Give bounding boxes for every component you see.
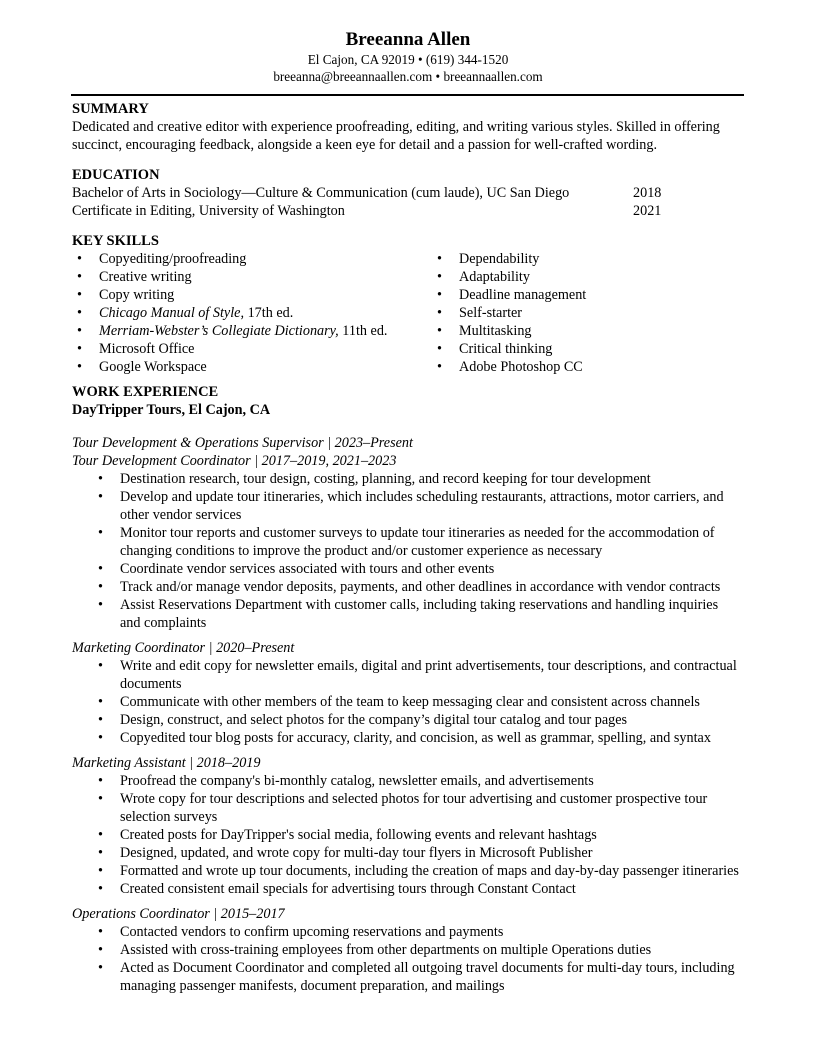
skill-item [99,268,459,286]
employer-name: DayTripper Tours, El Cajon, CA [72,402,271,418]
skills-column-left [72,250,459,376]
skill-text: Creative writing [99,269,192,285]
education-year: 2021 [633,203,662,219]
skill-item: • Adaptability [459,268,586,286]
bullet-item: • Coordinate vendor services associated with tours and other events [120,560,740,578]
education-degree: Bachelor of Arts in Sociology—Culture & Communication (cum laude), UC San Diego [72,185,570,201]
bullet-item: • Formatted and wrote up tour documents, including the creation of maps and day-by-day passenger itineraries [120,862,740,880]
skill-text: 17th ed. [244,305,294,321]
summary-heading: SUMMARY [72,101,149,117]
skill-italic-title: Chicago Manual of Style, [99,305,245,321]
role-block [72,754,744,898]
email-website: breeanna@breeannaallen.com • breeannaallen.com [273,69,543,84]
role-title: Tour Development & Operations Supervisor | 2023–Present [72,435,413,451]
bullet-item: • Created posts for DayTripper's social media, following events and relevant hashtags [120,826,740,844]
bullet-item: • Copyedited tour blog posts for accuracy, clarity, and concision, as well as grammar, spelling, and syntax [120,729,740,747]
role-title: Tour Development Coordinator | 2017–2019, 2021–2023 [72,453,397,469]
skill-item: • Multitasking [459,322,586,340]
header-divider [71,94,744,96]
skill-italic-title: Merriam-Webster’s Collegiate Dictionary, [99,323,339,339]
skill-item: • Self-starter [459,304,586,322]
bullet-item: • Proofread the company's bi-monthly catalog, newsletter emails, and advertisements [120,772,740,790]
education-item [72,202,744,220]
bullet-item: • Wrote copy for tour descriptions and selected photos for tour advertising and customer prospective tour selection surveys [120,790,740,826]
role-title: Marketing Assistant | 2018–2019 [72,755,261,771]
skill-item [99,304,459,322]
location-phone: El Cajon, CA 92019 • (619) 344-1520 [307,52,509,67]
bullet-item: • Assist Reservations Department with customer calls, including taking reservations and handling inquiries and complaints [120,596,740,632]
skill-text: Copyediting/proofreading [99,251,247,267]
education-degree: Certificate in Editing, University of Washington [72,203,345,219]
summary-text: Dedicated and creative editor with experience proofreading, editing, and writing various styles. Skilled in offering succinct, encouraging feedback, alongside a keen eye for detail and a passion for well-crafted wording. [72,119,720,153]
skill-item: • Deadline management [459,286,586,304]
role-bullets [72,772,740,898]
role-bullets [72,470,740,632]
skill-item [99,286,459,304]
role-title: Operations Coordinator | 2015–2017 [72,906,285,922]
role-block [72,639,744,747]
education-item [72,184,744,202]
bullet-item: • Destination research, tour design, costing, planning, and record keeping for tour development [120,470,740,488]
education-heading: EDUCATION [72,167,160,183]
skill-text: Microsoft Office [99,341,195,357]
skill-item [99,340,459,358]
skill-text: 11th ed. [338,323,388,339]
bullet-item: • Designed, updated, and wrote copy for multi-day tour flyers in Microsoft Publisher [120,844,740,862]
role-bullets [72,657,740,747]
experience-roles [72,434,744,995]
skill-item [99,322,459,340]
education-year: 2018 [633,185,662,201]
candidate-name: Breeanna Allen [345,29,471,50]
bullet-item: • Monitor tour reports and customer surveys to update tour itineraries as needed for the accommodation of changing conditions to improve the product and/or customer experience as necessary [120,524,740,560]
skill-text: Copy writing [99,287,175,303]
skill-item: • Adobe Photoshop CC [459,358,586,376]
skill-item [99,358,459,376]
bullet-item: • Develop and update tour itineraries, which includes scheduling restaurants, attractions, motor carriers, and other vendor services [120,488,740,524]
skill-text: Google Workspace [99,359,207,375]
role-block [72,905,744,995]
skill-item: • Dependability [459,250,586,268]
experience-heading: WORK EXPERIENCE [72,384,219,400]
bullet-item: • Created consistent email specials for advertising tours through Constant Contact [120,880,740,898]
resume-header [0,29,816,85]
skill-item: • Critical thinking [459,340,586,358]
bullet-item: • Contacted vendors to confirm upcoming reservations and payments [120,923,740,941]
bullet-item: • Communicate with other members of the team to keep messaging clear and consistent across channels [120,693,740,711]
resume-body [72,100,744,995]
skills-column-right [459,250,586,376]
role-bullets [72,923,740,995]
role-block [72,434,744,632]
skills-heading: KEY SKILLS [72,233,159,249]
skills-list [72,250,744,376]
bullet-item: • Acted as Document Coordinator and completed all outgoing travel documents for multi-day tours, including managing passenger manifests, document preparation, and mailings [120,959,740,995]
bullet-item: • Track and/or manage vendor deposits, payments, and other deadlines in accordance with vendor contracts [120,578,740,596]
role-title: Marketing Coordinator | 2020–Present [72,640,295,656]
bullet-item: • Design, construct, and select photos for the company’s digital tour catalog and tour pages [120,711,740,729]
skill-item [99,250,459,268]
bullet-item: • Write and edit copy for newsletter emails, digital and print advertisements, tour descriptions, and contractual documents [120,657,740,693]
bullet-item: • Assisted with cross-training employees from other departments on multiple Operations duties [120,941,740,959]
